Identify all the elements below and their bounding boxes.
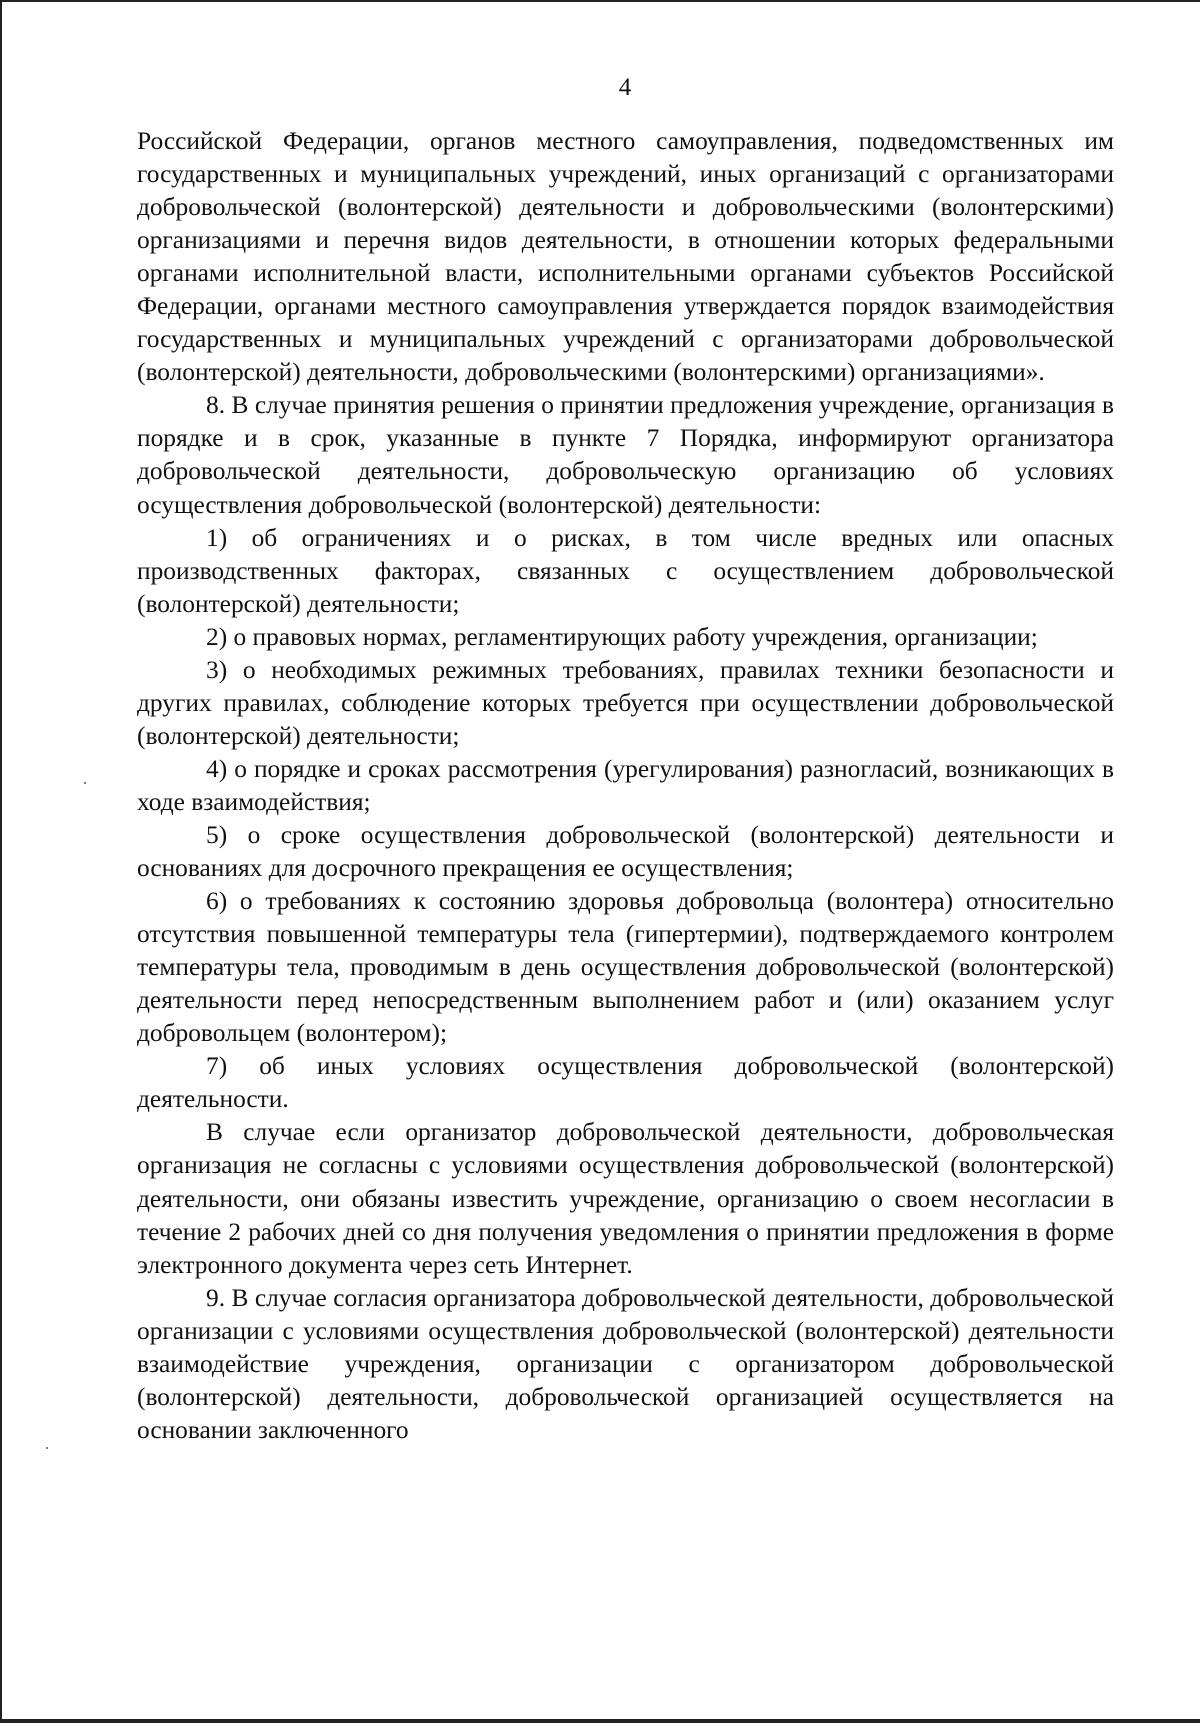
scan-speck [46, 1447, 48, 1449]
paragraph-subitem-7: 7) об иных условиях осуществления добровольческой (волонтерской) деятельности. [137, 1052, 1114, 1114]
paragraph-item-8: 8. В случае принятия решения о принятии предложения учреждение, организация в порядке и в срок, указанные в пункте 7 Порядка, информируют организатора добровольческой деятельности, добровольческую организацию об условиях осуществления добровольческой (волонтерской) деятельности: [137, 391, 1114, 519]
page-number: 4 [618, 74, 632, 101]
paragraph-subitem-2: 2) о правовых нормах, регламентирующих работу учреждения, организации; [206, 622, 1038, 651]
scan-speck [84, 782, 86, 784]
paragraph-subitem-1: 1) об ограничениях и о рисках, в том числе вредных или опасных производственных факторах, связанных с осуществлением добровольческой (волонтерской) деятельности; [137, 523, 1114, 618]
page-border-top [0, 0, 1200, 2]
paragraph-disagreement: В случае если организатор добровольческой деятельности, добровольческая организация не согласны с условиями осуществления добровольческой (волонтерской) деятельности, они обязаны известить учреждение, организацию о своем несогласии в течение 2 рабочих дней со дня получения уведомления о принятии предложения в форме электронного документа через сеть Интернет. [137, 1118, 1114, 1279]
paragraph-subitem-4: 4) о порядке и сроках рассмотрения (урегулирования) разногласий, возникающих в ходе взаимодействия; [137, 754, 1114, 816]
paragraph-item-9: 9. В случае согласия организатора добровольческой деятельности, добровольческой организации с условиями осуществления добровольческой (волонтерской) деятельности взаимодействие учреждения, организации с организатором добровольческой (волонтерской) деятельности, добровольческой организацией осуществляется на основании заключенного [137, 1283, 1114, 1444]
paragraph-subitem-6: 6) о требованиях к состоянию здоровья добровольца (волонтера) относительно отсутствия повышенной температуры тела (гипертермии), подтверждаемого контролем температуры тела, проводимым в день осуществления добровольческой (волонтерской) деятельности перед непосредственным выполнением работ и (или) оказанием услуг добровольцем (волонтером); [137, 887, 1114, 1048]
page-border-bottom [0, 1719, 1200, 1723]
document-body [137, 125, 1114, 1447]
paragraph-continuation: Российской Федерации, органов местного самоуправления, подведомственных им государственных и муниципальных учреждений, иных организаций с организаторами добровольческой (волонтерской) деятельности и добровольческими (волонтерскими) организациями и перечня видов деятельности, в отношении которых федеральными органами исполнительной власти, исполнительными органами субъектов Российской Федерации, органами местного самоуправления утверждается порядок взаимодействия государственных и муниципальных учреждений с организаторами добровольческой (волонтерской) деятельности, добровольческими (волонтерскими) организациями». [137, 127, 1114, 387]
page-border-left [0, 0, 2, 1723]
paragraph-subitem-5: 5) о сроке осуществления добровольческой (волонтерской) деятельности и основаниях для досрочного прекращения ее осуществления; [137, 820, 1114, 883]
paragraph-subitem-3: 3) о необходимых режимных требованиях, правилах техники безопасности и других правилах, соблюдение которых требуется при осуществлении добровольческой (волонтерской) деятельности; [137, 655, 1114, 750]
